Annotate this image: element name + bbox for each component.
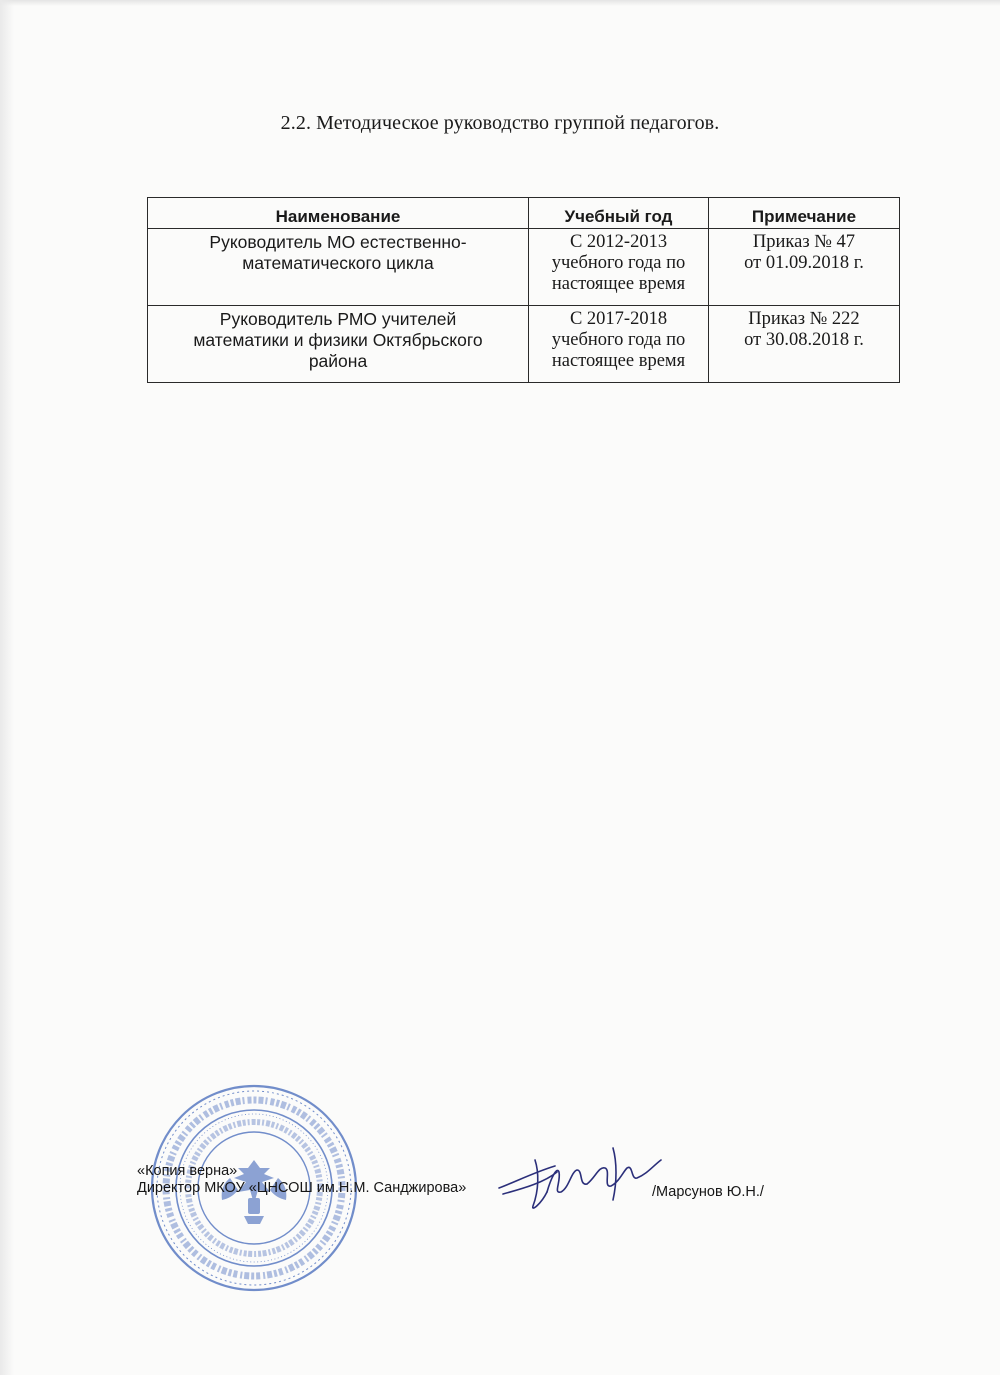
row-name-line: района	[308, 351, 368, 371]
row-name-line: математики и физики Октябрьского	[193, 330, 483, 350]
row-year-line: учебного года по	[551, 330, 686, 350]
row-year-line: С 2012-2013	[569, 232, 668, 252]
row-name-line: Руководитель РМО учителей	[219, 309, 457, 329]
scan-edge-top	[0, 0, 1000, 6]
row-year-cell	[529, 306, 709, 383]
table-row	[148, 306, 900, 383]
row-name-line: математического цикла	[242, 253, 434, 273]
director-title: Директор МКОУ «ЦНСОШ им.Н.М. Санджирова»	[137, 1180, 467, 1196]
row-year-cell	[529, 229, 709, 306]
header-year: Учебный год	[529, 198, 709, 229]
table-header-row	[148, 198, 900, 229]
row-year-line: настоящее время	[551, 351, 686, 371]
row-name-cell	[148, 229, 529, 306]
table-row	[148, 229, 900, 306]
guidance-table	[147, 197, 900, 383]
director-name: /Марсунов Ю.Н./	[652, 1184, 764, 1200]
row-note-line: Приказ № 222	[748, 309, 860, 329]
row-year-line: настоящее время	[551, 274, 686, 294]
header-name: Наименование	[148, 198, 529, 229]
row-name-line: Руководитель МО естественно-	[209, 232, 467, 252]
row-note-cell	[709, 229, 900, 306]
section-heading: 2.2. Методическое руководство группой педагогов.	[280, 112, 720, 134]
director-signature	[495, 1142, 670, 1220]
header-note: Примечание	[709, 198, 900, 229]
row-note-line: от 30.08.2018 г.	[744, 330, 864, 350]
row-note-line: от 01.09.2018 г.	[744, 253, 864, 273]
scan-edge-left	[0, 0, 14, 1375]
copy-certification-note: «Копия верна»	[137, 1163, 238, 1179]
row-name-cell	[148, 306, 529, 383]
row-note-cell	[709, 306, 900, 383]
row-year-line: С 2017-2018	[569, 309, 668, 329]
row-note-line: Приказ № 47	[752, 232, 856, 252]
row-year-line: учебного года по	[551, 253, 686, 273]
